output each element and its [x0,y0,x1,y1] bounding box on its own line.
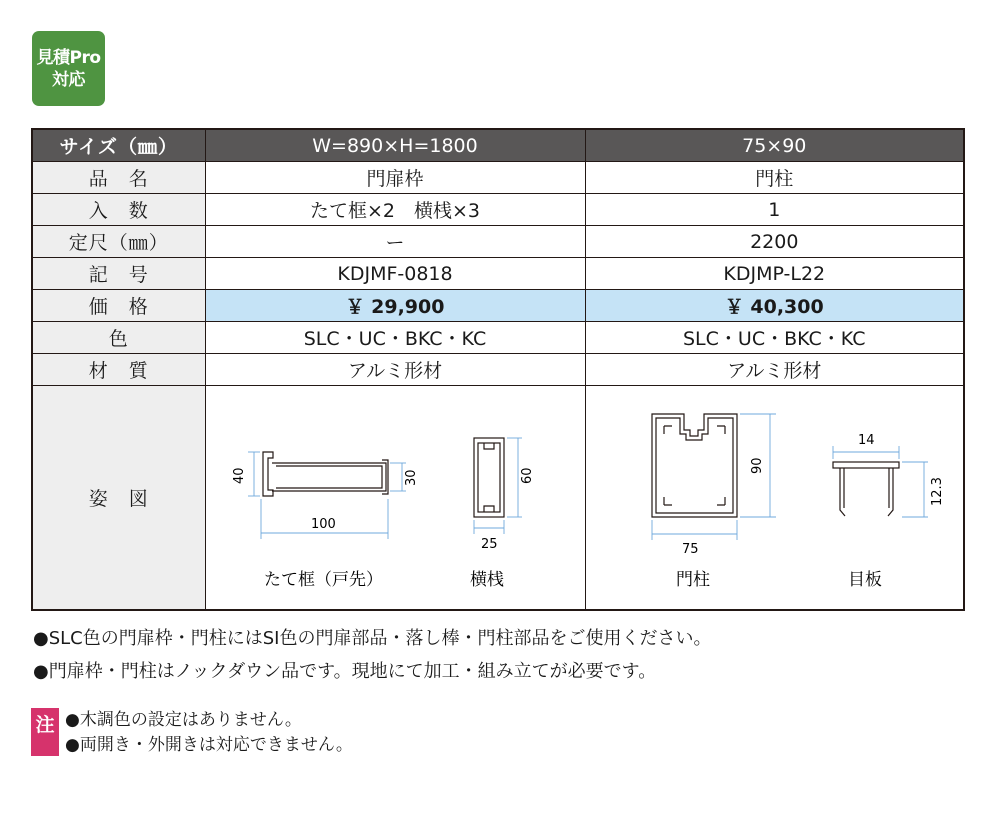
post-profile-drawings [586,386,963,604]
figure-caption: 横桟 [470,570,504,590]
spec-table [31,128,965,611]
dimension-lines [652,414,776,540]
frame-profile-drawings [206,386,584,604]
row-label: 定尺（㎜） [32,226,205,258]
cell-post: 門柱 [585,162,964,194]
dimension-lines [474,438,522,534]
row-label: 価 格 [32,290,205,322]
cell-frame: 門扉枠 [205,162,585,194]
dim-label: 30 [404,469,419,486]
caution-notes [65,708,353,758]
row-label: 材 質 [32,354,205,386]
dim-label: 25 [481,537,498,552]
table-row-price [32,290,964,322]
post-figures-cell [585,386,964,611]
cell-post: アルミ形材 [585,354,964,386]
meita-profile [833,462,899,516]
figure-caption: たて框（戸先） [264,570,383,590]
dim-label: 14 [857,433,875,448]
cell-post: KDJMP-L22 [585,258,964,290]
table-row-color [32,322,964,354]
estimate-pro-badge [32,31,105,106]
cell-post: SLC・UC・BKC・KC [585,322,964,354]
row-label: 色 [32,322,205,354]
dim-label: 100 [311,517,336,532]
dim-label: 12.3 [929,477,945,506]
dimension-lines [833,446,928,517]
table-row-name [32,162,964,194]
notes [33,625,711,691]
dim-label: 75 [681,542,699,557]
cell-post: 2200 [585,226,964,258]
frame-figures-cell [205,386,585,611]
table-row-figure [32,386,964,611]
row-label: 記 号 [32,258,205,290]
cell-frame: KDJMF-0818 [205,258,585,290]
row-label: サイズ（㎜） [32,129,205,162]
cell-post: 75×90 [585,129,964,162]
table-row-quantity [32,194,964,226]
caution-line: ●両開き・外開きは対応できません。 [65,735,353,755]
table-row-length [32,226,964,258]
badge-line-2: 対応 [52,69,85,90]
yokosan-profile [474,438,504,517]
cell-post: 1 [585,194,964,226]
cell-post-price: ￥ 40,300 [585,290,964,322]
caution-tag: 注 [31,708,59,756]
dim-label: 90 [749,457,765,474]
cell-frame: たて框×2 横桟×3 [205,194,585,226]
cell-frame: アルミ形材 [205,354,585,386]
dim-label: 60 [520,467,535,484]
row-label: 入 数 [32,194,205,226]
cell-frame-price: ￥ 29,900 [205,290,585,322]
note-line: ●SLC色の門扉枠・門柱にはSI色の門扉部品・落し棒・門柱部品をご使用ください。 [33,628,712,649]
note-line: ●門扉枠・門柱はノックダウン品です。現地にて加工・組み立てが必要です。 [33,661,657,682]
monchu-profile [652,414,737,517]
table-row-material [32,354,964,386]
figure-caption: 門柱 [675,570,710,590]
cell-frame: ー [205,226,585,258]
table-row-code [32,258,964,290]
badge-line-1: 見積Pro [36,47,101,68]
cell-frame: W=890×H=1800 [205,129,585,162]
row-label: 品 名 [32,162,205,194]
cell-frame: SLC・UC・BKC・KC [205,322,585,354]
tatekamachi-profile [263,452,388,496]
table-row-size [32,129,964,162]
figure-caption: 目板 [847,570,882,590]
row-label: 姿 図 [32,386,205,611]
caution-line: ●木調色の設定はありません。 [65,710,302,730]
dim-label: 40 [232,467,247,484]
